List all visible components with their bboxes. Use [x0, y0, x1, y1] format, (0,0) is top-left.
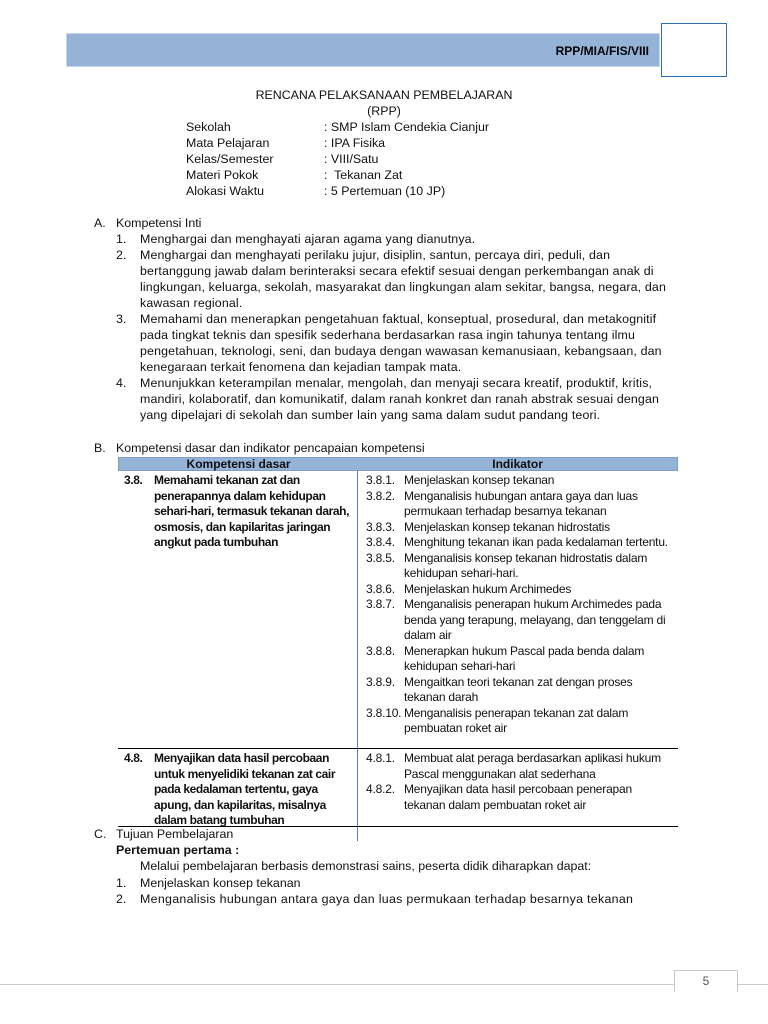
kd-number: 4.8. [124, 751, 143, 765]
indicator-list [358, 749, 678, 826]
header-kompetensi-dasar: Kompetensi dasar [186, 457, 291, 471]
kd-number: 3.8. [124, 473, 143, 487]
indicator-item: 3.8.2. Menganalisis hubungan antara gaya dan luas permukaan terhadap besarnya tekanan [366, 488, 638, 518]
meeting-subtitle: Pertemuan pertama : [116, 843, 240, 857]
table-row [118, 748, 678, 826]
table-header [118, 457, 678, 471]
indicator-item: 3.8.8. Menerapkan hukum Pascal pada benda dalam kehidupan sehari-hari [366, 643, 645, 673]
info-row-sekolah: Sekolah : SMP Islam Cendekia Cianjur [186, 120, 490, 134]
kd-text: Memahami tekanan zat dan penerapannya dalam kehidupan sehari-hari, termasuk tekanan darah, osmosis, dan kapilaritas jaringan angkut pada tumbuhan [154, 473, 350, 549]
header-indikator: Indikator [492, 457, 543, 471]
indicator-item: 3.8.10. Menganalisis penerapan tekanan zat dalam pembuatan roket air [366, 705, 629, 735]
info-row-mapel: Mata Pelajaran : IPA Fisika [186, 136, 386, 150]
document-subtitle: (RPP) [367, 104, 401, 118]
indicator-item: 4.8.2. Menyajikan data hasil percobaan penerapan tekanan dalam pembuatan roket air [366, 782, 632, 812]
indicator-list [358, 471, 678, 748]
indicator-item: 3.8.6. Menjelaskan hukum Archimedes [366, 581, 572, 596]
section-a-heading: A. Kompetensi Inti [94, 216, 202, 230]
table-row [118, 471, 678, 748]
list-item: 4. Menunjukkan keterampilan menalar, mengolah, dan menyaji secara kreatif, produktif, kritis, mandiri, kolaboratif, dan komunikatif, dalam ranah konkret dan ranah abstrak sesuai dengan yang dipelajari di sekolah dan sumber lain yang sama dalam sudut pandang teori. [116, 376, 660, 422]
list-item: 1. Menghargai dan menghayati ajaran agama yang dianutnya. [116, 232, 476, 246]
footer-divider [0, 984, 768, 985]
document-code: RPP/MIA/FIS/VIII [555, 44, 649, 58]
header-corner-box [661, 23, 727, 77]
kd-text: Menyajikan data hasil percobaan untuk menyelidiki tekanan zat cair pada kedalaman tertentu, gaya apung, dan kapilaritas, misalnya dalam batang tumbuhan [154, 751, 336, 827]
page-number: 5 [674, 970, 738, 992]
indicator-item: 4.8.1. Membuat alat peraga berdasarkan aplikasi hukum Pascal menggunakan alat sederhana [366, 751, 661, 781]
header-bar [66, 33, 660, 67]
list-item: 2. Menganalisis hubungan antara gaya dan luas permukaan terhadap besarnya tekanan [116, 892, 634, 906]
section-c-heading: C. Tujuan Pembelajaran [94, 827, 234, 841]
info-row-kelas: Kelas/Semester : VIII/Satu [186, 152, 379, 166]
objective-intro: Melalui pembelajaran berbasis demonstrasi sains, peserta didik diharapkan dapat: [140, 859, 592, 873]
info-block [186, 119, 489, 199]
indicator-item: 3.8.4. Menghitung tekanan ikan pada kedalaman tertentu. [366, 535, 668, 549]
section-b-heading: B. Kompetensi dasar dan indikator pencapaian kompetensi [94, 441, 425, 455]
list-item: 2. Menghargai dan menghayati perilaku jujur, disiplin, santun, percaya diri, peduli, dan bertanggung jawab dalam berinteraksi secara efektif sesuai dengan perkembangan anak di lingkungan, keluarga, sekolah, masyarakat dan lingkungan alam sekitar, bangsa, negara, dan kawasan regional. [116, 248, 666, 310]
document-title: RENCANA PELAKSANAAN PEMBELAJARAN [255, 88, 513, 102]
list-item: 3. Memahami dan menerapkan pengetahuan faktual, konseptual, prosedural, dan metakognitif pada tingkat teknis dan spesifik sederhana berdasarkan rasa ingin tahunya tentang ilmu pengetahuan, teknologi, seni, dan budaya dengan wawasan kemanusiaan, kebangsaan, dan kenegaraan terkait fenomena dan kejadian tampak mata. [116, 312, 662, 374]
objective-list [116, 875, 696, 907]
indicator-item: 3.8.9. Mengaitkan teori tekanan zat dengan proses tekanan darah [366, 674, 633, 704]
section-a-list [116, 231, 676, 423]
competency-table [118, 457, 678, 840]
info-row-materi: Materi Pokok : Tekanan Zat [186, 168, 403, 182]
indicator-item: 3.8.7. Menganalisis penerapan hukum Archimedes pada benda yang terapung, melayang, dan tenggelam di dalam air [366, 597, 666, 642]
info-row-alokasi: Alokasi Waktu : 5 Pertemuan (10 JP) [186, 184, 446, 198]
list-item: 1. Menjelaskan konsep tekanan [116, 876, 301, 890]
indicator-item: 3.8.3. Menjelaskan konsep tekanan hidrostatis [366, 519, 610, 534]
indicator-item: 3.8.5. Menganalisis konsep tekanan hidrostatis dalam kehidupan sehari-hari. [366, 550, 648, 580]
indicator-item: 3.8.1. Menjelaskan konsep tekanan [366, 473, 555, 487]
